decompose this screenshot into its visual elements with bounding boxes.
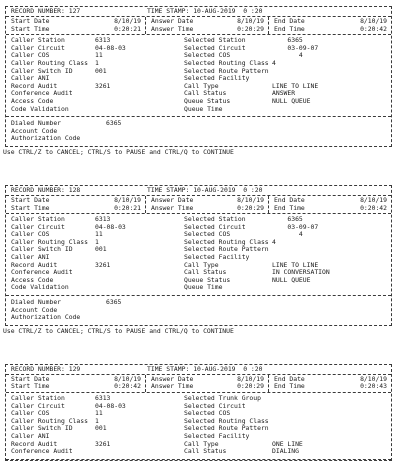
call-record bbox=[5, 364, 392, 461]
record-number: RECORD NUMBER: 127 bbox=[11, 6, 81, 15]
detail-grid bbox=[6, 214, 391, 296]
date-time-band: Start Date 8/10/19 Start Time 0:20:21 Answer Date 8/10/19 Answer Time 0:20:29 End Date 8/10/19 End Time 0:20:42 bbox=[6, 196, 391, 214]
date-time-band: Start Date 8/10/19 Start Time 0:20:21 Answer Date 8/10/19 Answer Time 0:20:29 End Date 8/10/19 End Time 0:20:42 bbox=[6, 17, 391, 35]
time-stamp: TIME STAMP: 10-AUG-2019 0 :20 bbox=[147, 6, 263, 15]
selected-fields: Selected Station 6365 Selected Circuit 03-09-07 Selected COS 4 Selected Routing Class 4 Selected Route Pattern Selected Facility Call Type LINE TO LINE Call Status ANSWER Queue Status NULL QUEUE Queue Time bbox=[184, 36, 319, 113]
detail-grid bbox=[6, 35, 391, 117]
record-number: RECORD NUMBER: 128 bbox=[11, 185, 81, 194]
detail-grid bbox=[6, 393, 391, 460]
record-header bbox=[6, 186, 391, 196]
call-record bbox=[5, 185, 392, 326]
record-number: RECORD NUMBER: 129 bbox=[11, 364, 81, 373]
selected-fields: Selected Trunk Group Selected Circuit Selected COS Selected Routing Class Selected Route Pattern Selected Facility Call Type ONE LINE Call Status DIALING bbox=[184, 394, 303, 456]
continue-prompt: Use CTRL/Z to CANCEL; CTRL/S to PAUSE and CTRL/Q to CONTINUE bbox=[3, 147, 234, 156]
record-header bbox=[6, 365, 391, 375]
dialed-section: Dialed Number 6365 Account Code Authorization Code bbox=[11, 298, 122, 322]
continue-prompt: Use CTRL/Z to CANCEL; CTRL/S to PAUSE and CTRL/Q to CONTINUE bbox=[3, 326, 234, 335]
spacer bbox=[3, 157, 397, 185]
date-time-band: Start Date 8/10/19 Start Time 0:20:42 Answer Date 8/10/19 Answer Time 0:20:29 End Date 8/10/19 End Time 0:20:43 bbox=[6, 375, 391, 393]
dialed-section: Dialed Number 6365 Account Code Authorization Code bbox=[11, 119, 122, 143]
time-stamp: TIME STAMP: 10-AUG-2019 0 :20 bbox=[147, 185, 263, 194]
record-header bbox=[6, 7, 391, 17]
spacer bbox=[3, 336, 397, 364]
caller-fields: Caller Station 6313 Caller Circuit 04-08-03 Caller COS 11 Caller Routing Class 1 Caller Switch ID 001 Caller ANI Record Audit 3261 Conference Audit Access Code Code Validation bbox=[11, 36, 126, 113]
caller-fields: Caller Station 6313 Caller Circuit 04-08-03 Caller COS 11 Caller Routing Class 1 Caller Switch ID 001 Caller ANI Record Audit 3261 Conference Audit bbox=[11, 394, 126, 456]
caller-fields: Caller Station 6313 Caller Circuit 04-08-03 Caller COS 11 Caller Routing Class 1 Caller Switch ID 001 Caller ANI Record Audit 3261 Conference Audit Access Code Code Validation bbox=[11, 215, 126, 292]
call-record-log bbox=[3, 0, 397, 456]
time-stamp: TIME STAMP: 10-AUG-2019 0 :20 bbox=[147, 364, 263, 373]
call-record bbox=[5, 6, 392, 147]
selected-fields: Selected Station 6365 Selected Circuit 03-09-07 Selected COS 4 Selected Routing Class 4 Selected Route Pattern Selected Facility Call Type LINE TO LINE Call Status IN CONVERSATION Queue Status NULL QUEUE Queue Time bbox=[184, 215, 330, 292]
